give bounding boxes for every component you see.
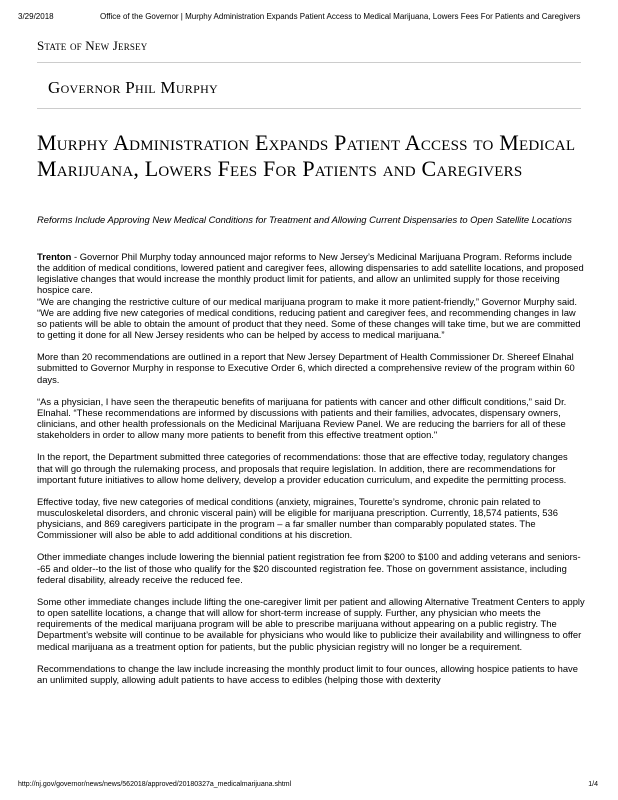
header-divider <box>37 62 581 63</box>
paragraph-text: - Governor Phil Murphy today announced major reforms to New Jersey’s Medicinal Marijuana Program. Reforms include the addition of medical conditions, lowered patient and caregiver fees, allowing dispensaries to add satellite locations, and proposed legislative changes that would increase the monthly product limit for patients, and allow an unlimited supply for those receiving hospice care. <box>37 251 584 296</box>
article-paragraph: “As a physician, I have seen the therapeutic benefits of marijuana for patients with cancer and other difficult conditions,” said Dr. Elnahal. “These recommendations are informed by discussions with patients and their families, advocates, dispensary owners, clinicians, and other health professionals on the Medicinal Marijuana Review Panel. We are reducing the barriers for all of these stakeholders in order to allow many more patients to benefit from this effective treatment option." <box>37 395 567 441</box>
print-url: http://nj.gov/governor/news/news/562018/approved/20180327a_medicalmarijuana.shtml <box>18 781 292 788</box>
article-paragraph: Effective today, five new categories of medical conditions (anxiety, migraines, Tourette’s syndrome, chronic pain related to musculoskeletal disorders, and chronic visceral pain) will be eligible for marijuana prescription. Currently, 18,574 patients, 536 physicians, and 869 caregivers participate in the program – a far smaller number than comparably populated states. The Commissioner will also be able to add additional conditions at his discretion. <box>37 495 558 541</box>
article-paragraph: Other immediate changes include lowering the biennial patient registration fee from $200 to $100 and adding veterans and seniors--65 and older--to the list of those who qualify for the $20 discounted registration fee. Those on government assistance, including federal disability, already receive the reduced fee. <box>37 551 581 585</box>
print-page-number: 1/4 <box>588 781 598 788</box>
site-governor-link[interactable]: Governor Phil Murphy <box>48 78 219 97</box>
dateline: Trenton <box>37 251 72 262</box>
site-state-link[interactable]: State of New Jersey <box>37 38 148 53</box>
article-body <box>37 251 585 696</box>
article-paragraph: “We are changing the restrictive culture of our medical marijuana program to make it more patient-friendly,” Governor Murphy said. “We are adding five new categories of medical conditions, reducing patient and caregiver fees, and recommending changes in law so patients will be able to obtain the amount of product that they need. Some of these changes will take time, but we are committed to getting it done for all New Jersey residents who can be helped by access to medical marijuana.” <box>37 295 581 341</box>
article-headline: Murphy Administration Expands Patient Access to Medical Marijuana, Lowers Fees For Patients and Caregivers <box>37 130 576 181</box>
article-subtitle: Reforms Include Approving New Medical Conditions for Treatment and Allowing Current Dispensaries to Open Satellite Locations <box>37 214 572 225</box>
article-paragraph: More than 20 recommendations are outlined in a report that New Jersey Department of Health Commissioner Dr. Shereef Elnahal submitted to Governor Murphy in response to Executive Order 6, which directed a comprehensive review of the program within 60 days. <box>37 351 575 385</box>
article-paragraph <box>37 251 585 296</box>
print-date: 3/29/2018 <box>18 12 54 21</box>
nav-divider <box>37 108 581 109</box>
print-page-title: Office of the Governor | Murphy Administration Expands Patient Access to Medical Marijuana, Lowers Fees For Patients and Caregivers <box>100 12 581 21</box>
article-paragraph: In the report, the Department submitted three categories of recommendations: those that are effective today, regulatory changes that will go through the rulemaking process, and proposals that require legislation. In addition, there are recommendations for important future initiatives to allow home delivery, develop a provider education curriculum, and expedite the permitting process. <box>37 451 568 485</box>
article-paragraph: Some other immediate changes include lifting the one-caregiver limit per patient and allowing Alternative Treatment Centers to apply to open satellite locations, a change that will allow for short-term increase of supply. Further, any physician who meets the requirements of the medical marijuana program will be able to prescribe marijuana without appearing on a public registry. The Department’s website will continue to be available for physicians who would like to publicize their availability and willingness to offer medical marijuana as a treatment option for patients, but the public physician registry will no longer be a requirement. <box>37 595 585 652</box>
article-paragraph: Recommendations to change the law include increasing the monthly product limit to four ounces, allowing hospice patients to have an unlimited supply, allowing adult patients to have access to edibles (helping those with dexterity <box>37 662 578 685</box>
